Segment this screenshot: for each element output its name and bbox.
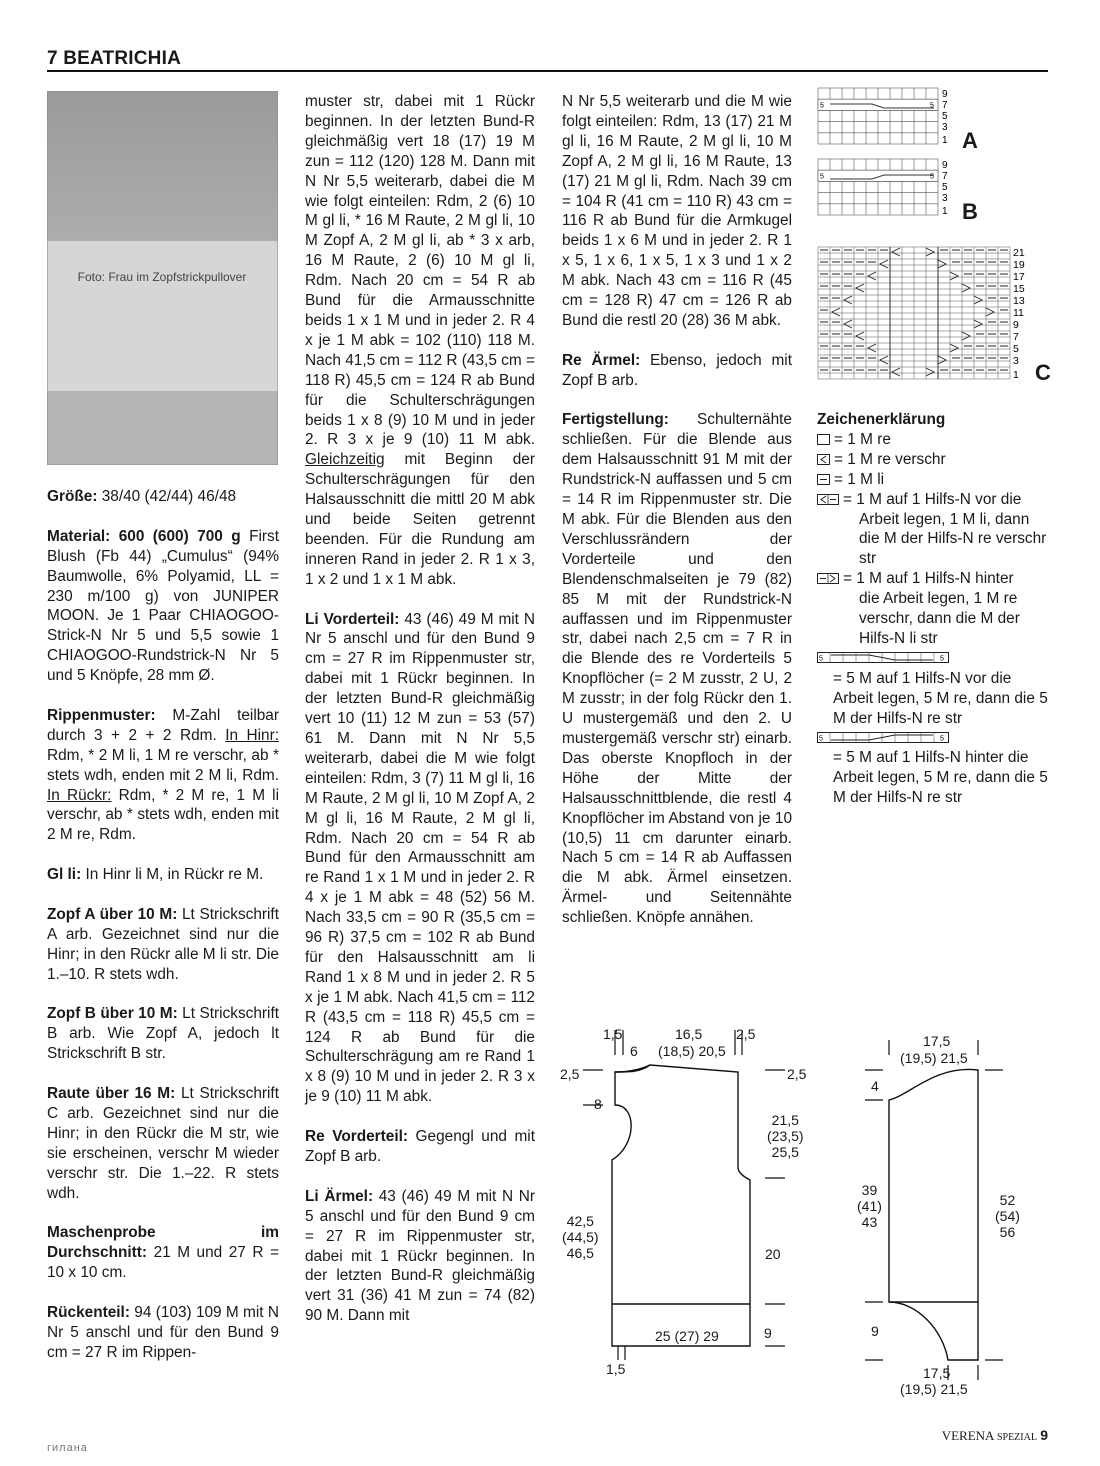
cable-back-symbol-icon: [817, 732, 949, 743]
legend-text-re: = 1 M re: [834, 430, 891, 448]
chart-c-row-3: 3: [1013, 355, 1019, 367]
maschenprobe-text: 21 M und 27 R = 10 x 10 cm.: [47, 1244, 279, 1282]
body-dim-right-arm: [767, 1112, 804, 1160]
sleeve-dim-left-4: 4: [871, 1078, 879, 1094]
rueckenteil-cont: muster str, dabei mit 1 Rückr beginnen. In der letzten Bund-R gleichmäßig vert 18 (17) 19 M zun = 112 (120) 128 M. Dann mit N Nr 5,5 weiterarb, dabei die M wie folgt einteilen: Rdm, 2 (6) 10 M gl li, * 16 M Raute, 2 M gl li, 10 M Zopf A, 2 M gl li, ab * 3 x arb, 16 M Raute, 2 (6) 10 M gl li, Rdm. Nach 20 cm = 54 R ab Bund für die Armausschnitte beids 1 x 1 M und in jeder 2. R 4 x je 1 M abk = 102 (110) 118 M. Nach 41,5 cm = 112 R (43,5 cm = 118 R) 45,5 cm = 124 R ab Bund für die Schulterschrägungen beids 1 x 8 (9) 10 M und in jeder 2. R 3 x je 9 (10) 11 M abk.: [305, 93, 535, 449]
chart-a: [817, 87, 977, 151]
li-aermel-cont: N Nr 5,5 weiterarb und die M wie folgt einteilen: Rdm, 13 (17) 21 M gl li, 16 M Raute, 2 M gl li, 10 M Zopf A, 2 M gl li, 16 M Raute, 13 (17) 21 M gl li, Rdm. Nach 39 cm = 104 R (41 cm = 110 R) 43 cm = 116 R ab Bund für die Armkugel beids 1 x 6 M und in jeder 2. R 1 x 5, 1 x 6, 1 x 5, 1 x 3 und 1 x 2 M abk. Nach 43 cm = 116 R (45 cm = 128 R) 47 cm = 126 R ab Bund die restl 20 (28) 36 M abk.: [562, 93, 792, 329]
chart-b-row-7: 7: [942, 171, 948, 182]
chart-a-row-9: 9: [942, 89, 948, 100]
legend-item-cross-front: [817, 490, 1052, 510]
body-dim-top-mid-1: 16,5: [675, 1026, 703, 1042]
body-dim-left-8: 8: [594, 1096, 602, 1112]
chart-c-row-19: 19: [1013, 259, 1025, 271]
groesse-text: 38/40 (42/44) 46/48: [97, 488, 237, 505]
chart-a-row-7: 7: [942, 100, 948, 111]
sleeve-dim-top-2: (19,5) 21,5: [900, 1050, 968, 1066]
legend-text-cross-front-b: Arbeit legen, 1 M li, dann die M der Hilfs-N re verschr str: [859, 510, 1047, 568]
legend-text-cable-front: = 5 M auf 1 Hilfs-N vor die Arbeit legen, 5 M re, dann die 5 M der Hilfs-N re str: [833, 669, 1048, 727]
page-title: 7 BEATRICHIA: [47, 48, 181, 69]
sleeve-schematic: [855, 1010, 1055, 1410]
chart-b-letter: B: [962, 199, 978, 224]
li-aermel-label: Li Ärmel:: [305, 1187, 374, 1205]
chart-b: [817, 158, 977, 222]
sleeve-dim-left-2: (41): [857, 1198, 882, 1214]
sleeve-dim-left: [857, 1182, 882, 1230]
legend-text-cross-back-a: = 1 M auf 1 Hilfs-N hinter: [843, 570, 1014, 588]
material-text: First Blush (Fb 44) „Cumulus“ (94% Baumwolle, 6% Polyamid, LL = 230 m/100 g) von JUNIPER MOON. Je 1 Paar CHIAOGOO-Strick-N Nr 5 und 5,5 sowie 1 CHIAOGOO-Rundstrick-N Nr 5 und 5 Knöpfe, 28 mm Ø.: [47, 527, 279, 685]
sleeve-dim-left-9: 9: [871, 1323, 879, 1339]
raute-text: Lt Strickschrift C arb. Gezeichnet sind nur die Hinr; in den Rückr die M str, wie sie erscheinen, verschr M wieder verschr str. Die 1.–22. R stets wdh.: [47, 1085, 279, 1202]
rippenmuster-label: Rippenmuster:: [47, 706, 156, 724]
rippenmuster-text-2: Rdm, * 2 M li, 1 M re verschr, ab * stets wdh, enden mit 2 M li, Rdm.: [47, 746, 279, 784]
body-dim-left-len-2: (44,5): [562, 1229, 599, 1245]
sleeve-dim-left-3: 43: [861, 1214, 878, 1230]
chart-a-row-3: 3: [942, 122, 948, 133]
chart-b-mark-left: 5: [820, 173, 824, 181]
fertigstellung-label: Fertigstellung:: [562, 411, 669, 429]
rippenmuster-text-3: Rdm, * 2 M re, 1 M li verschr, ab * stets wdh, enden mit 2 M re, Rdm.: [47, 786, 280, 844]
body-dim-top-left: 1,5: [603, 1026, 623, 1042]
groesse-label: Größe:: [47, 488, 98, 505]
chart-c-row-5: 5: [1013, 343, 1019, 355]
gl-li-label: Gl li:: [47, 866, 82, 884]
body-dim-right-arm-2: (23,5): [767, 1128, 804, 1144]
legend-text-re-verschr: = 1 M re verschr: [834, 450, 946, 468]
page-number: 9: [1040, 1427, 1048, 1443]
chart-b-row-9: 9: [942, 160, 948, 171]
legend-text-cross-back-b: die Arbeit legen, 1 M re verschr, dann die M der Hilfs-N li str: [859, 590, 1020, 647]
re-vorderteil-text: Gegengl und mit Zopf B arb.: [305, 1128, 535, 1165]
body-dim-left-25: 2,5: [560, 1066, 580, 1082]
column-3: [562, 92, 792, 948]
fertigstellung-text: Schulternähte schließen. Für die Blende aus dem Halsausschnitt 91 M mit der Rundstrick-N auffassen und 5 cm = 14 R im Rippenmuster str. Die M abk. Für die Blenden aus den Verschlussrändern der Vorderteile und den Blendenschmalseiten je 79 (82) 85 M mit der Rundstrick-N auffassen und im Rippenmuster str, dabei nach 2,5 cm = 7 R in die Blende des re Vorderteils 5 Knopflöcher (= 2 M zusstr, 2 U, 2 M zusstr; in der folg Rückr den 1. U mustergemäß und den 2. U mustergemäß verschr str) einarb. Das oberste Knopfloch in der Höhe der Mitte der Halsausschnittblende, die restl 4 Knopflöcher im Abstand von je 10 (10,5) 11 cm darunter einarb. Nach 5 cm = 14 R ab Auffassen die M abk. Ärmel einsetzen. Ärmel- und Seitennähte schließen. Knöpfe annähen.: [562, 411, 792, 927]
re-aermel-label: Re Ärmel:: [562, 351, 641, 369]
body-dim-left-len: [562, 1213, 599, 1261]
zopf-a-label: Zopf A über 10 M:: [47, 905, 178, 923]
rueckenteil-label: Rückenteil:: [47, 1304, 130, 1322]
zopf-b-text: Lt Strickschrift B arb. Wie Zopf A, jedoch lt Strickschrift B str.: [47, 1005, 279, 1063]
material-label: Material: 600 (600) 700 g: [47, 527, 241, 545]
legend-item-cross-back: [817, 569, 1052, 589]
maschenprobe-label: Maschenprobe im Durchschnitt:: [47, 1224, 279, 1262]
cable-front-symbol-icon: [817, 652, 949, 663]
twisted-knit-symbol-icon: [817, 454, 830, 465]
rippenmuster-rueckr: In Rückr:: [47, 786, 112, 804]
legend-text-cable-back: = 5 M auf 1 Hilfs-N hinter die Arbeit legen, 5 M re, dann die 5 M der Hilfs-N re str: [833, 749, 1048, 807]
chart-c-letter: C: [1035, 360, 1051, 385]
chart-c-row-21: 21: [1013, 247, 1025, 259]
body-dim-right-9: 9: [764, 1325, 772, 1341]
title-rule: [47, 70, 1048, 72]
body-dim-top-mid-2: (18,5) 20,5: [658, 1043, 726, 1059]
knit-symbol-icon: [817, 434, 830, 445]
column-2: [305, 92, 535, 1346]
chart-c-row-15: 15: [1013, 283, 1025, 295]
body-dim-right-25: 2,5: [787, 1066, 807, 1082]
re-aermel-text: Ebenso, jedoch mit Zopf B arb.: [562, 351, 792, 389]
footer-brand: VERENA: [941, 1428, 994, 1443]
body-dim-right-20: 20: [765, 1246, 781, 1262]
cross-back-symbol-icon: [817, 573, 839, 584]
cross-front-symbol-icon: [817, 494, 839, 505]
re-vorderteil-label: Re Vorderteil:: [305, 1128, 409, 1146]
rippenmuster-text-1: M-Zahl teilbar durch 3 + 2 + 2 Rdm.: [47, 706, 279, 744]
chart-b-row-5: 5: [942, 182, 948, 193]
legend-title: Zeichenerklärung: [817, 411, 946, 428]
li-vorderteil-label: Li Vorderteil:: [305, 610, 400, 628]
sleeve-dim-top-1: 17,5: [923, 1033, 951, 1049]
body-dim-top-six: 6: [630, 1043, 638, 1059]
chart-c-row-13: 13: [1013, 295, 1025, 307]
chart-c-row-9: 9: [1013, 319, 1019, 331]
body-dim-right-arm-3: 25,5: [771, 1144, 799, 1160]
legend-mark-5-a: 5: [819, 655, 823, 663]
li-vorderteil-text: 43 (46) 49 M mit N Nr 5 anschl und für den Bund 9 cm = 27 R im Rippenmuster str, dabei mit 1 Rückr beginnen. In der letzten Bund-R gleichmäßig vert 10 (11) 12 M zun = 53 (57) 61 M. Dann mit N Nr 5,5 weiterarb, dabei die M wie folgt einteilen: Rdm, 3 (7) 11 M gl li, 16 M Raute, 2 M gl li, 10 M Zopf A, 2 M gl li, 16 M Raute, 2 M gl li, Rdm. Nach 20 cm = 54 R ab Bund für den Armausschnitt am re Rand 1 x 1 M und in jeder 2. R 4 x je 1 M abk = 48 (52) 56 M. Nach 33,5 cm = 90 R (35,5 cm = 96 R) 37,5 cm = 102 R ab Bund für den Halsausschnitt am li Rand 1 x 8 M und in jeder 2. R 5 x je 1 M abk. Nach 41,5 cm = 112 R (43,5 cm = 118 R) 45,5 cm = 124 R ab Bund für die Schulterschrägung am re Rand 1 x 8 (9) 10 M und in jeder 2. R 3 x je 9 (10) 11 M abk.: [305, 610, 535, 1106]
legend-text-cross-front-a: = 1 M auf 1 Hilfs-N vor die: [843, 490, 1022, 508]
body-dim-top-right: 2,5: [736, 1026, 756, 1042]
column-1: [47, 487, 279, 1383]
chart-a-mark-left: 5: [820, 102, 824, 110]
chart-c-row-11: 11: [1013, 307, 1024, 319]
chart-c-row-1: 1: [1013, 369, 1019, 381]
body-dim-bottom-left: 1,5: [606, 1361, 626, 1377]
sleeve-dim-right-3: 56: [999, 1224, 1016, 1240]
gleichzeitig-underline: Gleichzeitig: [305, 451, 385, 469]
chart-a-row-5: 5: [942, 111, 948, 122]
gl-li-text: In Hinr li M, in Rückr re M.: [81, 866, 264, 884]
zopf-b-label: Zopf B über 10 M:: [47, 1005, 178, 1023]
chart-a-row-1: 1: [942, 135, 948, 146]
sleeve-dim-right-2: (54): [995, 1208, 1020, 1224]
chart-c-row-17: 17: [1013, 271, 1025, 283]
body-schematic: [540, 1010, 840, 1410]
photo-label: Foto: Frau im Zopfstrickpullover: [77, 270, 247, 284]
sleeve-dim-right-1: 52: [999, 1192, 1016, 1208]
chart-c-row-7: 7: [1013, 331, 1019, 343]
footer-watermark: гилана: [47, 1442, 88, 1454]
sleeve-dim-right: [995, 1192, 1020, 1240]
li-aermel-text: 43 (46) 49 M mit N Nr 5 anschl und für den Bund 9 cm = 27 R im Rippenmuster str, dabei mit 1 Rückr beginnen. In der letzten Bund-R gleichmäßig vert 31 (36) 41 M zun = 74 (82) 90 M. Dann mit: [305, 1187, 536, 1325]
sleeve-dim-bottom-2: (19,5) 21,5: [900, 1381, 968, 1397]
chart-a-letter: A: [962, 128, 978, 153]
chart-a-mark-right: 5: [930, 102, 934, 110]
legend-item-re-verschr: [817, 450, 1052, 470]
legend-item-li: [817, 470, 1052, 490]
footer-spezial: SPEZIAL: [996, 1432, 1037, 1443]
legend: [817, 410, 1052, 808]
body-dim-right-arm-1: 21,5: [771, 1112, 799, 1128]
zopf-a-text: Lt Strickschrift A arb. Gezeichnet sind nur die Hinr; in den Rückr alle M li str. Die 1.–10. R stets wdh.: [47, 905, 279, 983]
legend-mark-5-d: 5: [940, 735, 944, 742]
sleeve-dim-left-1: 39: [861, 1182, 878, 1198]
legend-mark-5-c: 5: [819, 735, 823, 742]
model-photo: [47, 91, 278, 465]
legend-mark-5-b: 5: [940, 655, 944, 663]
legend-item-re: [817, 430, 1052, 450]
purl-symbol-icon: [817, 474, 830, 485]
sleeve-dim-bottom-1: 17,5: [923, 1365, 951, 1381]
chart-b-mark-right: 5: [930, 173, 934, 181]
body-dim-left-len-3: 46,5: [566, 1245, 594, 1261]
rueckenteil-text: 94 (103) 109 M mit N Nr 5 anschl und für den Bund 9 cm = 27 R im Rippen-: [47, 1304, 279, 1361]
rippenmuster-hinr: In Hinr:: [225, 726, 280, 744]
chart-c: [817, 246, 1037, 382]
body-dim-left-len-1: 42,5: [566, 1213, 594, 1229]
body-dim-bottom-width: 25 (27) 29: [655, 1328, 719, 1344]
chart-b-row-1: 1: [942, 206, 948, 217]
raute-label: Raute über 16 M:: [47, 1085, 176, 1103]
legend-text-li: = 1 M li: [834, 470, 885, 488]
footer-folio: [942, 1427, 1048, 1444]
chart-b-row-3: 3: [942, 193, 948, 204]
rueckenteil-cont-end: mit Beginn der Schulterschrägungen für den Halsausschnitt die mittl 20 M abk und beide Seiten getrennt beenden. Für die Rundung am inneren Rand in jeder 2. R 1 x 3, 1 x 2 und 1 x 1 M abk.: [305, 451, 535, 588]
